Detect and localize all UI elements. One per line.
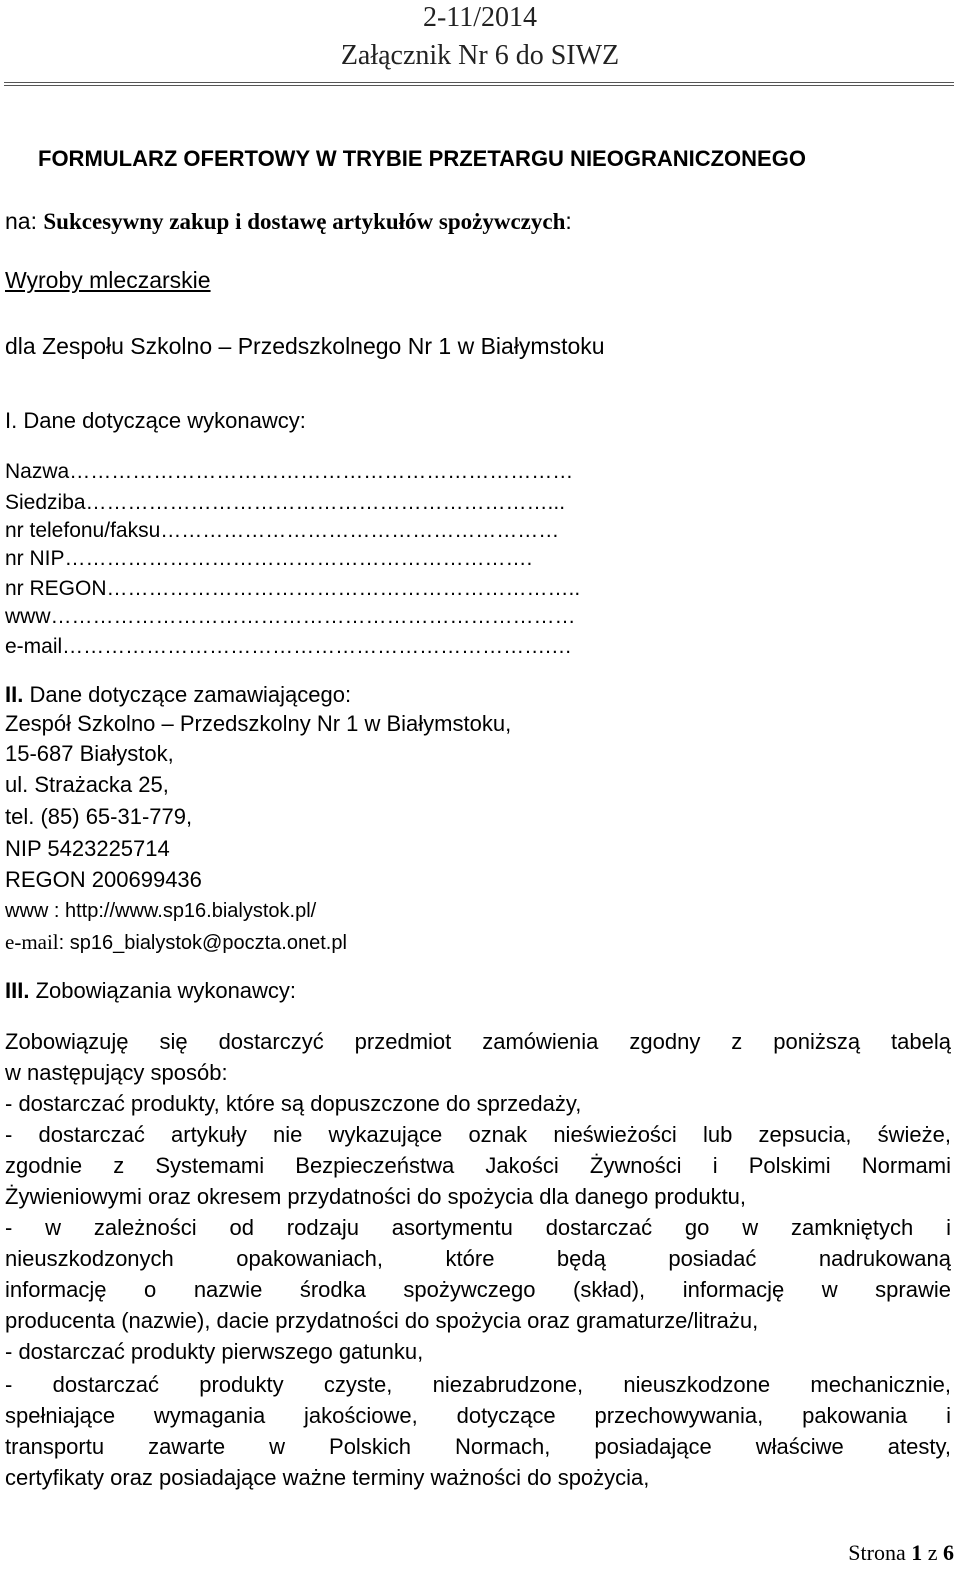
- field-address: Siedziba…………………………………………………………...: [5, 491, 566, 514]
- page-number: [848, 1540, 954, 1566]
- section-3-number: III.: [5, 978, 30, 1003]
- section-2-number: II.: [5, 682, 24, 707]
- buyer-email: [5, 927, 347, 958]
- obligation-line: Żywieniowymi oraz okresem przydatności do spożycia dla danego produktu,: [5, 1184, 747, 1209]
- subject-suffix: :: [565, 208, 572, 234]
- obligation-line: - dostarczać produkty czyste, niezabrudzone, nieuszkodzone mechanicznie,: [5, 1372, 951, 1397]
- section-1-number: I.: [5, 408, 18, 433]
- page-current: 1: [911, 1540, 923, 1565]
- buyer-email-value: : sp16_bialystok@poczta.onet.pl: [58, 932, 347, 954]
- header-case-number: 2-11/2014: [422, 2, 538, 33]
- obligation-line: informację o nazwie środka spożywczego (skład), informację w sprawie: [5, 1277, 951, 1302]
- product-group: Wyroby mleczarskie: [5, 267, 211, 293]
- field-phone-fax: nr telefonu/faksu…………………………………………………: [5, 519, 560, 542]
- buyer-website: www : http://www.sp16.bialystok.pl/: [5, 900, 317, 922]
- obligation-line: - dostarczać produkty, które są dopuszczone do sprzedaży,: [5, 1091, 582, 1116]
- section-2-title: Dane dotyczące zamawiającego:: [29, 682, 352, 707]
- obligation-line: nieuszkodzonych opakowaniach, które będą posiadać nadrukowaną: [5, 1246, 951, 1271]
- page-label: Strona: [848, 1540, 906, 1565]
- field-regon: nr REGON…………………………………………………………..: [5, 577, 581, 600]
- buyer-regon: REGON 200699436: [5, 867, 202, 892]
- obligation-line: - dostarczać artykuły nie wykazujące oznak nieświeżości lub zepsucia, świeże,: [5, 1122, 951, 1147]
- obligation-line: w następujący sposób:: [5, 1060, 228, 1085]
- field-email: e-mail…………………………………………………………….…: [5, 635, 573, 658]
- section-1-heading: [5, 408, 306, 434]
- page-total: 6: [943, 1540, 954, 1565]
- obligation-line: zgodnie z Systemami Bezpieczeństwa Jakości Żywności i Polskimi Normami: [5, 1153, 951, 1178]
- section-3-title: Zobowiązania wykonawcy:: [35, 978, 297, 1003]
- field-nip: nr NIP………………………………………………………….: [5, 547, 533, 570]
- obligation-line: - dostarczać produkty pierwszego gatunku,: [5, 1339, 424, 1364]
- buyer-nip: NIP 5423225714: [5, 836, 170, 861]
- form-title: FORMULARZ OFERTOWY W TRYBIE PRZETARGU NIEOGRANICZONEGO: [38, 146, 806, 171]
- subject-line: [5, 208, 572, 235]
- buyer-phone: tel. (85) 65-31-779,: [5, 804, 193, 829]
- header-attachment-title: Załącznik Nr 6 do SIWZ: [340, 40, 620, 71]
- recipient-line: dla Zespołu Szkolno – Przedszkolnego Nr 1 w Białymstoku: [5, 333, 605, 359]
- buyer-postal: 15-687 Białystok,: [5, 741, 174, 766]
- buyer-street: ul. Strażacka 25,: [5, 772, 169, 797]
- subject-text: Sukcesywny zakup i dostawę artykułów spożywczych: [43, 209, 566, 234]
- buyer-email-label: e-mail: [5, 930, 59, 954]
- section-2-heading: [5, 682, 351, 708]
- obligation-line: producenta (nazwie), dacie przydatności do spożycia oraz gramaturze/litrażu,: [5, 1308, 759, 1333]
- section-1-title: Dane dotyczące wykonawcy:: [23, 408, 306, 433]
- field-www: www…………………………………………………………………: [5, 605, 576, 628]
- obligation-line: transportu zawarte w Polskich Normach, posiadające właściwe atesty,: [5, 1434, 951, 1459]
- field-name: Nazwa………………………………………………………………: [5, 460, 574, 483]
- subject-prefix: na:: [5, 208, 44, 234]
- obligation-line: spełniające wymagania jakościowe, dotyczące przechowywania, pakowania i: [5, 1403, 951, 1428]
- header-divider: [4, 82, 954, 86]
- obligation-line: - w zależności od rodzaju asortymentu dostarczać go w zamkniętych i: [5, 1215, 951, 1240]
- obligation-line: certyfikaty oraz posiadające ważne terminy ważności do spożycia,: [5, 1465, 650, 1490]
- buyer-name: Zespół Szkolno – Przedszkolny Nr 1 w Białymstoku,: [5, 711, 512, 736]
- page-separator: z: [927, 1540, 938, 1565]
- obligation-line: Zobowiązuję się dostarczyć przedmiot zamówienia zgodny z poniższą tabelą: [5, 1029, 951, 1054]
- section-3-heading: [5, 978, 296, 1004]
